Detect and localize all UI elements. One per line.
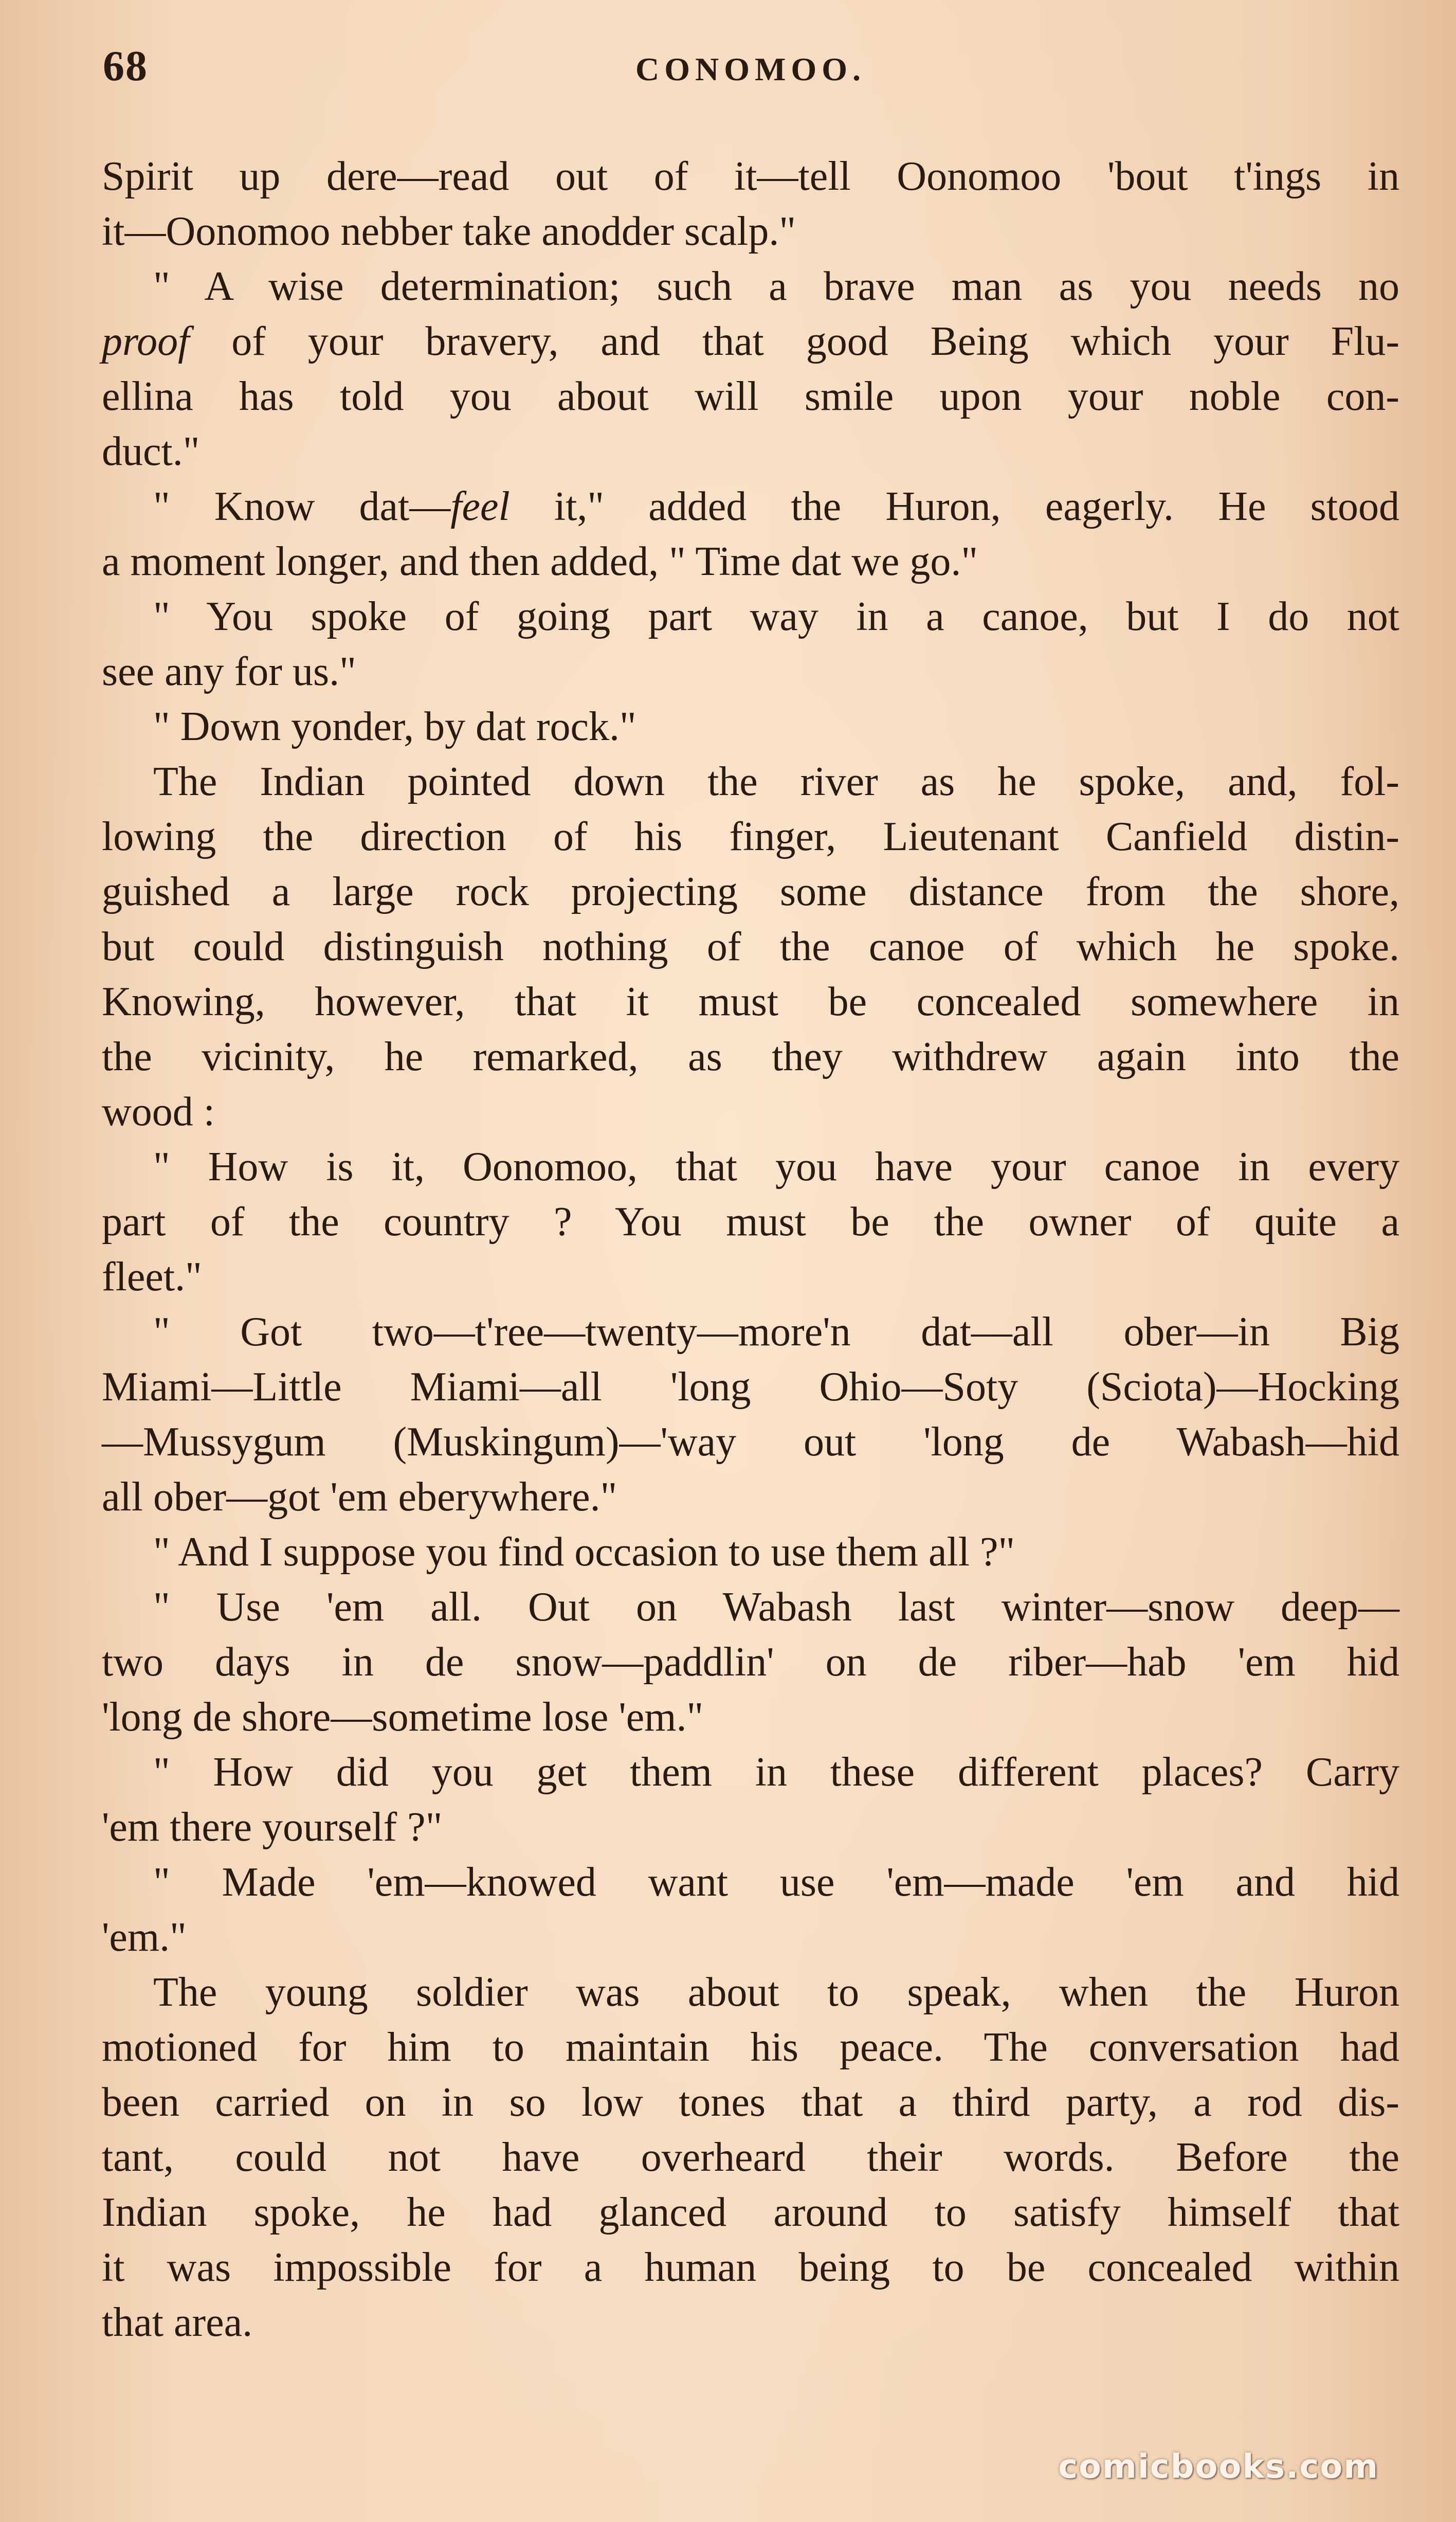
page-header	[103, 36, 1398, 93]
text-line: been carried on in so low tones that a third party, a rod dis-	[102, 2080, 1399, 2125]
text-line: Miami—Little Miami—all 'long Ohio—Soty (Sciota)—Hocking	[102, 1364, 1399, 1410]
page-number: 68	[103, 42, 148, 90]
text-line: The young soldier was about to speak, when the Huron	[153, 1970, 1399, 2015]
text-line: fleet."	[102, 1254, 202, 1300]
text-line: but could distinguish nothing of the canoe of which he spoke.	[102, 924, 1399, 969]
text-line: " You spoke of going part way in a canoe, but I do not	[153, 594, 1399, 639]
text-line: " How is it, Oonomoo, that you have your canoe in every	[153, 1144, 1399, 1190]
text-line: that area.	[102, 2300, 253, 2345]
text-line: " And I suppose you find occasion to use them all ?"	[153, 1529, 1015, 1575]
text-line: lowing the direction of his finger, Lieutenant Canfield distin-	[102, 814, 1399, 859]
text-line: the vicinity, he remarked, as they withdrew again into the	[102, 1034, 1399, 1079]
text-line: ellina has told you about will smile upon your noble con-	[102, 374, 1399, 419]
text-line: 'em."	[102, 1915, 187, 1960]
text-line: all ober—got 'em eberywhere."	[102, 1474, 617, 1520]
text-line: " Got two—t'ree—twenty—more'n dat—all ober—in Big	[153, 1309, 1399, 1355]
text-line: see any for us."	[102, 649, 356, 694]
text-line: proof of your bravery, and that good Being which your Flu-	[102, 319, 1399, 364]
text-line: guished a large rock projecting some distance from the shore,	[102, 869, 1399, 914]
text-line: 'long de shore—sometime lose 'em."	[102, 1695, 704, 1740]
text-line: two days in de snow—paddlin' on de riber—hab 'em hid	[102, 1640, 1399, 1685]
text-line: " Use 'em all. Out on Wabash last winter—snow deep—	[153, 1584, 1399, 1630]
text-line: " Down yonder, by dat rock."	[153, 704, 636, 749]
text-line: " A wise determination; such a brave man as you needs no	[153, 264, 1399, 309]
text-line: " Know dat—feel it," added the Huron, eagerly. He stood	[153, 484, 1400, 529]
text-line: " Made 'em—knowed want use 'em—made 'em and hid	[153, 1860, 1399, 1905]
body-text	[102, 149, 1399, 2350]
text-line: it was impossible for a human being to be concealed within	[102, 2245, 1399, 2290]
text-line: motioned for him to maintain his peace. The conversation had	[102, 2025, 1399, 2070]
text-line: duct."	[102, 429, 200, 474]
text-line: Spirit up dere—read out of it—tell Oonomoo 'bout t'ings in	[102, 154, 1399, 199]
text-line: tant, could not have overheard their words. Before the	[102, 2135, 1399, 2180]
text-line: Knowing, however, that it must be concealed somewhere in	[102, 979, 1399, 1024]
text-line: " How did you get them in these different places? Carry	[153, 1750, 1399, 1795]
text-line: 'em there yourself ?"	[102, 1805, 443, 1850]
running-head: CONOMOO.	[635, 51, 866, 87]
text-line: it—Oonomoo nebber take anodder scalp."	[102, 209, 796, 254]
text-line: part of the country ? You must be the owner of quite a	[102, 1199, 1399, 1245]
text-line: Indian spoke, he had glanced around to satisfy himself that	[102, 2190, 1399, 2235]
site-watermark: comicbooks.com	[1058, 2448, 1379, 2486]
text-line: wood :	[102, 1089, 215, 1134]
text-line: —Mussygum (Muskingum)—'way out 'long de Wabash—hid	[102, 1419, 1399, 1465]
text-line: a moment longer, and then added, " Time dat we go."	[102, 539, 978, 584]
text-line: The Indian pointed down the river as he spoke, and, fol-	[153, 759, 1399, 804]
